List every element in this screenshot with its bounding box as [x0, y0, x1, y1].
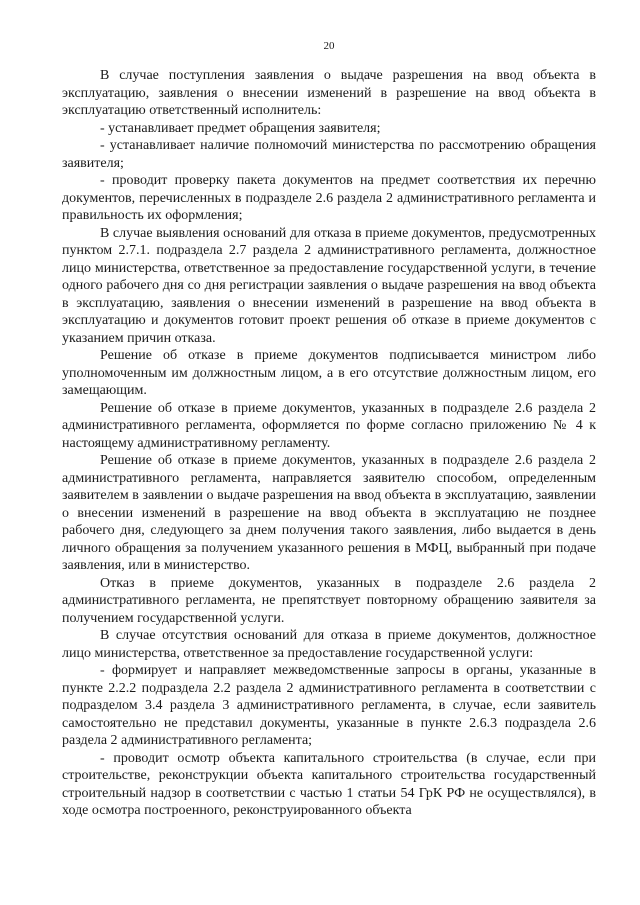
paragraph: Решение об отказе в приеме документов, указанных в подразделе 2.6 раздела 2 административного регламента, оформляется по форме согласно приложению № 4 к настоящему административному регламенту.: [62, 400, 596, 451]
paragraph: Отказ в приеме документов, указанных в подразделе 2.6 раздела 2 административного регламента, не препятствует повторному обращению заявителя за получением государственной услуги.: [62, 575, 596, 626]
paragraph: В случае поступления заявления о выдаче разрешения на ввод объекта в эксплуатацию, заявления о внесении изменений в разрешение на ввод объекта в эксплуатацию ответственный исполнитель:: [62, 68, 596, 118]
list-item: - проводит проверку пакета документов на предмет соответствия их перечню документов, перечисленных в подразделе 2.6 раздела 2 административного регламента и правильность их оформления;: [62, 173, 596, 223]
paragraph: Решение об отказе в приеме документов подписывается министром либо уполномоченным им должностным лицом, а в его отсутствие должностным лицом, его замещающим.: [62, 348, 596, 398]
paragraph: В случае отсутствия оснований для отказа в приеме документов, должностное лицо министерства, ответственное за предоставление государственной услуги:: [62, 628, 596, 661]
list-item: - устанавливает предмет обращения заявителя;: [100, 120, 381, 136]
list-item: - устанавливает наличие полномочий министерства по рассмотрению обращения заявителя;: [62, 138, 596, 171]
list-item: - проводит осмотр объекта капитального строительства (в случае, если при строительстве, реконструкции объекта капитального строительства государственный строительный надзор в соответствии с частью 1 статьи 54 ГрК РФ не осуществлялся), в ходе осмотра построенного, реконструированного объекта: [62, 750, 596, 818]
page-number: 20: [323, 40, 335, 52]
paragraph: В случае выявления оснований для отказа в приеме документов, предусмотренных пунктом 2.7.1. подраздела 2.7 раздела 2 административного регламента, должностное лицо министерства, ответственное за предоставление государственной услуги, в течение одного рабочего дня со дня регистрации заявления о выдаче разрешения на ввод объекта в эксплуатацию, заявления о внесении изменений в разрешение на ввод объекта в эксплуатацию и документов готовит проект решения об отказе в приеме документов с указанием причин отказа.: [62, 225, 596, 346]
list-item: - формирует и направляет межведомственные запросы в органы, указанные в пункте 2.2.2 подраздела 2.2 раздела 2 административного регламента в соответствии с подразделом 3.4 раздела 3 административного регламента, в случае, если заявитель самостоятельно не представил документы, указанные в пункте 2.6.3 подраздела 2.6 раздела 2 административного регламента;: [62, 663, 596, 748]
document-body: [62, 67, 596, 820]
paragraph: Решение об отказе в приеме документов, указанных в подразделе 2.6 раздела 2 административного регламента, направляется заявителю способом, определенным заявителем в заявлении о выдаче разрешения на ввод объекта в эксплуатацию, заявлении о внесении изменений в разрешение на ввод объекта в эксплуатацию не позднее рабочего дня, следующего за днем получения такого заявления, либо выдается в день личного обращения за получением указанного решения в МФЦ, выбранный при подаче заявления, или в министерство.: [62, 453, 596, 573]
